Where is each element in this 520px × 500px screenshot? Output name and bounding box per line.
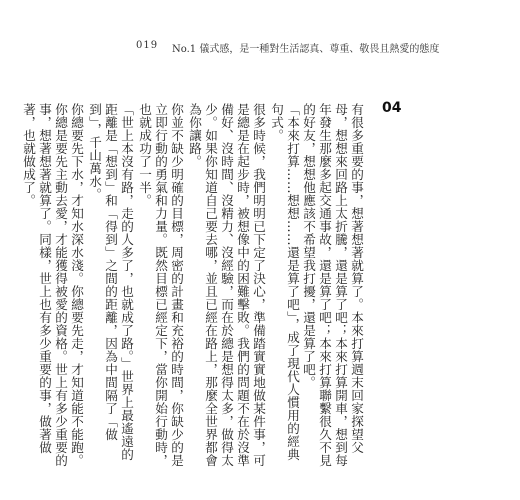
paragraph: 「世上本沒有路，走的人多了，也就成了路。」世界上最遙遠的距離是「想到」和「得到」之間的距離，因為中間隔了「做到」，千山萬水。	[87, 103, 134, 461]
running-title: No.1 儀式感，是一種對生活認真、尊重、敬畏且熱愛的態度	[172, 44, 440, 55]
paragraph: 有很多重要的事，想著想著就算了。本來打算週末回家探望父母，想想來回路上太折騰，還是算了吧；本來打算開車，想到每年發生那麼多起交通事故，還是算了吧；本來打算聯繫很久不見的好友，想想他應該不希望我打擾，還是算了吧。	[301, 103, 364, 467]
paragraph: 很多時候，我們明明已下定了決心，準備踏實實地做某件事，可是總是在起步時，被想像中的困難擊敗。我們的問題不在於沒準備好、沒時間、沒精力、沒經驗，而在於總是想得太多，做得太少。如果你知道自己要去哪，並且已經在路上，那麼全世界都會為你讓路。	[187, 103, 266, 467]
paragraph: 「本來打算……想想……還是算了吧」，成了現代人慣用的經典句式。	[269, 103, 300, 461]
body-text	[21, 103, 364, 473]
paragraph: 你並不缺少明確的目標，周密的計畫和充裕的時間，你缺少的是立即行動的勇氣和力量。既然目標已經定下，當你開始行動時，也就成功了一半。	[137, 103, 184, 467]
section-number: 04	[382, 100, 402, 116]
page-number: 019	[136, 40, 159, 51]
paragraph: 你總要先下水，才知水深水淺。你總要先走，才知道能不能跑。你總是要先主動去愛，才能獲得被愛的資格。世上有多少重要的事，想著想著就算了。同樣，世上也有多少重要的事，做著做著，也就做成了。	[21, 103, 84, 467]
